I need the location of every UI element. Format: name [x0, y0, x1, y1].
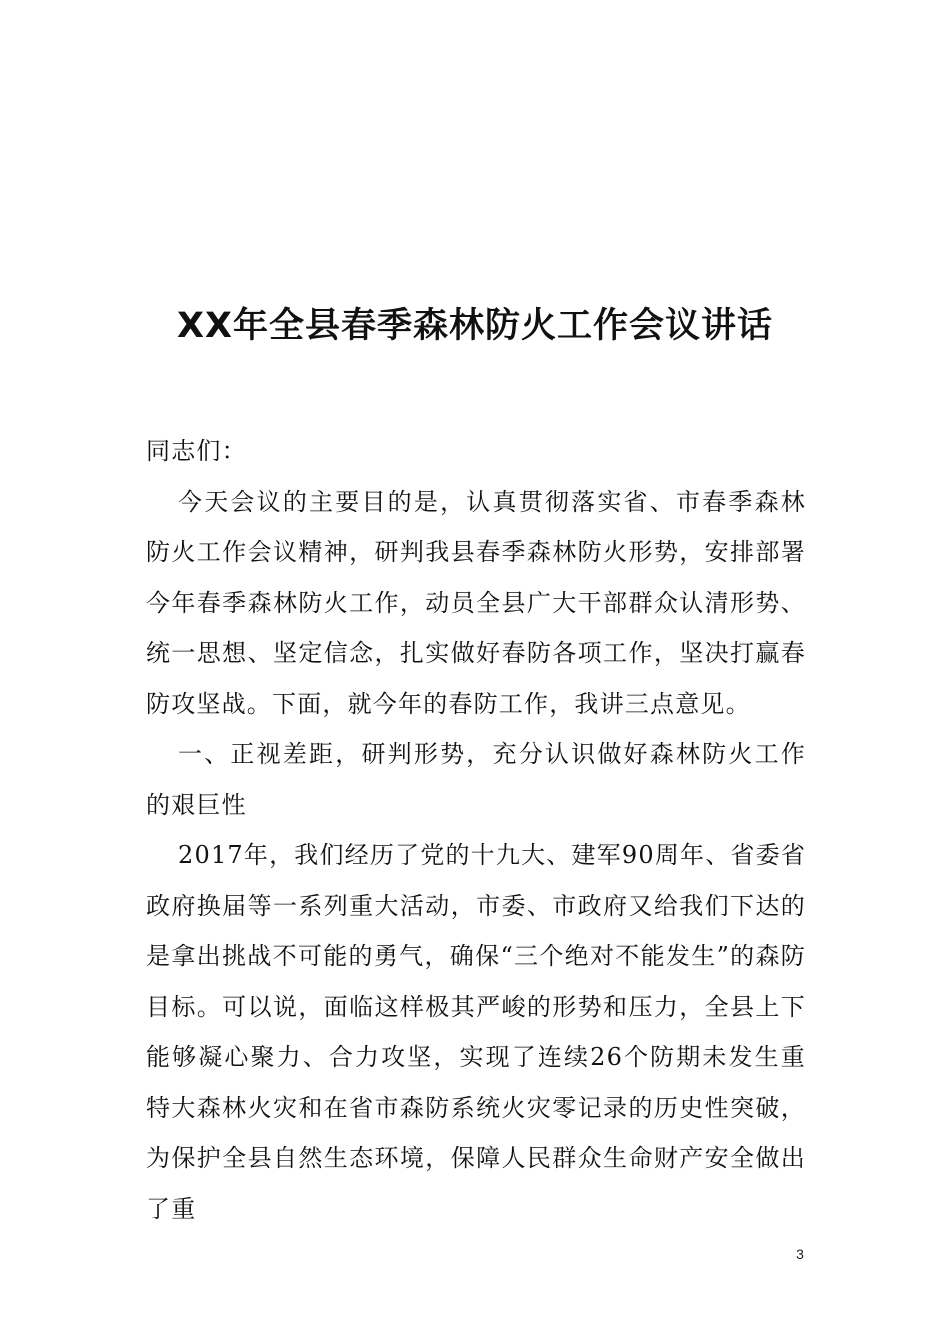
- paragraph-intro: 今天会议的主要目的是，认真贯彻落实省、市春季森林防火工作会议精神，研判我县春季森林防火形势，安排部署今年春季森林防火工作，动员全县广大干部群众认清形势、统一思想、坚定信念，扎实做好春防各项工作，坚决打赢春防攻坚战。下面，就今年的春防工作，我讲三点意见。: [146, 487, 806, 718]
- paragraph-2017: 2017年，我们经历了党的十九大、建军90周年、省委省政府换届等一系列重大活动，市委、市政府又给我们下达的是拿出挑战不可能的勇气，确保“三个绝对不能发生”的森防目标。可以说，面临这样极其严峻的形势和压力，全县上下能够凝心聚力、合力攻坚，实现了连续26个防期未发生重特大森林火灾和在省市森防系统火灾零记录的历史性突破，为保护全县自然生态环境，保障人民群众生命财产安全做出了重: [146, 841, 807, 1223]
- document-body: [146, 426, 806, 1234]
- document-title: XX年全县春季森林防火工作会议讲话: [177, 306, 773, 346]
- salutation: 同志们：: [146, 437, 247, 465]
- page-number: 3: [796, 1246, 804, 1262]
- section-heading-1: 一、正视差距，研判形势，充分认识做好森林防火工作的艰巨性: [146, 740, 806, 819]
